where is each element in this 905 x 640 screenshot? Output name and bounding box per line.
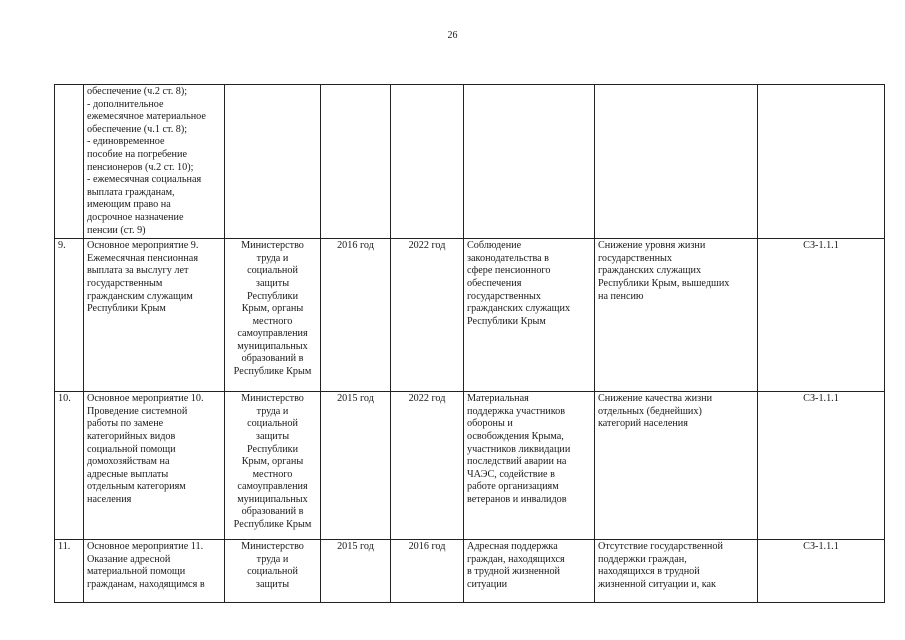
measure-text: Основное мероприятие 10. Проведение системной работы по замене категорийных видов социальной помощи домохозяйствам на адресные выплаты отдельным категориям населения <box>84 392 225 540</box>
start-year: 2016 год <box>321 239 391 392</box>
result-text: Соблюдение законодательства в сфере пенсионного обеспечения государственных гражданских служащих Республики Крым <box>464 239 595 392</box>
measures-table <box>54 84 885 603</box>
consequence-text: Отсутствие государственной поддержки граждан, находящихся в трудной жизненной ситуации и, как <box>595 540 758 603</box>
start-year-cell <box>321 85 391 239</box>
continuation-line: обеспечение (ч.2 ст. 8); <box>87 86 188 97</box>
continuation-line: выплата гражданам, <box>87 186 175 198</box>
indicator-code: СЗ-1.1.1 <box>758 239 885 392</box>
continuation-line: - единовременное <box>87 136 165 148</box>
executor-text: Министерство труда и социальной защиты <box>225 540 321 603</box>
table-row <box>55 239 885 392</box>
end-year: 2022 год <box>391 392 464 540</box>
table-row <box>55 392 885 540</box>
indicator-code: СЗ-1.1.1 <box>758 392 885 540</box>
executor-cell <box>225 85 321 239</box>
consequence-cell <box>595 85 758 239</box>
continuation-line: - дополнительное <box>87 98 164 110</box>
consequence-text: Снижение качества жизни отдельных (беднейших) категорий населения <box>595 392 758 540</box>
row-number: 11. <box>55 540 84 603</box>
indicator-code: СЗ-1.1.1 <box>758 540 885 603</box>
continuation-line: пенсионеров (ч.2 ст. 10); <box>87 161 194 173</box>
measure-cell <box>84 85 225 239</box>
end-year: 2022 год <box>391 239 464 392</box>
continuation-line: обеспечение (ч.1 ст. 8); <box>87 123 188 135</box>
row-number: 10. <box>55 392 84 540</box>
measure-text: Основное мероприятие 9. Ежемесячная пенсионная выплата за выслугу лет государственным гражданским служащим Республики Крым <box>84 239 225 392</box>
indicator-cell <box>758 85 885 239</box>
table-row <box>55 540 885 603</box>
row-number: 9. <box>55 239 84 392</box>
start-year: 2015 год <box>321 392 391 540</box>
end-year: 2016 год <box>391 540 464 603</box>
continuation-line: пенсии (ст. 9) <box>87 224 146 236</box>
end-year-cell <box>391 85 464 239</box>
continuation-line: пособие на погребение <box>87 148 187 160</box>
consequence-text: Снижение уровня жизни государственных гражданских служащих Республики Крым, вышедших на пенсию <box>595 239 758 392</box>
page-number: 26 <box>447 30 458 41</box>
result-text: Материальная поддержка участников обороны и освобождения Крыма, участников ликвидации последствий аварии на ЧАЭС, содействие в работе организациям ветеранов и инвалидов <box>464 392 595 540</box>
continuation-line: досрочное назначение <box>87 211 184 223</box>
executor-text: Министерство труда и социальной защиты Республики Крым, органы местного самоуправления муниципальных образований в Республике Крым <box>225 239 321 392</box>
continuation-line: - ежемесячная социальная <box>87 174 202 186</box>
result-text: Адресная поддержка граждан, находящихся в трудной жизненной ситуации <box>464 540 595 603</box>
continuation-line: имеющим право на <box>87 199 171 211</box>
continuation-line: ежемесячное материальное <box>87 111 206 123</box>
table-row-continuation <box>55 85 885 239</box>
num-cell <box>55 85 84 239</box>
start-year: 2015 год <box>321 540 391 603</box>
result-cell <box>464 85 595 239</box>
executor-text: Министерство труда и социальной защиты Республики Крым, органы местного самоуправления муниципальных образований в Республике Крым <box>225 392 321 540</box>
measure-text: Основное мероприятие 11. Оказание адресной материальной помощи гражданам, находящимся в <box>84 540 225 603</box>
